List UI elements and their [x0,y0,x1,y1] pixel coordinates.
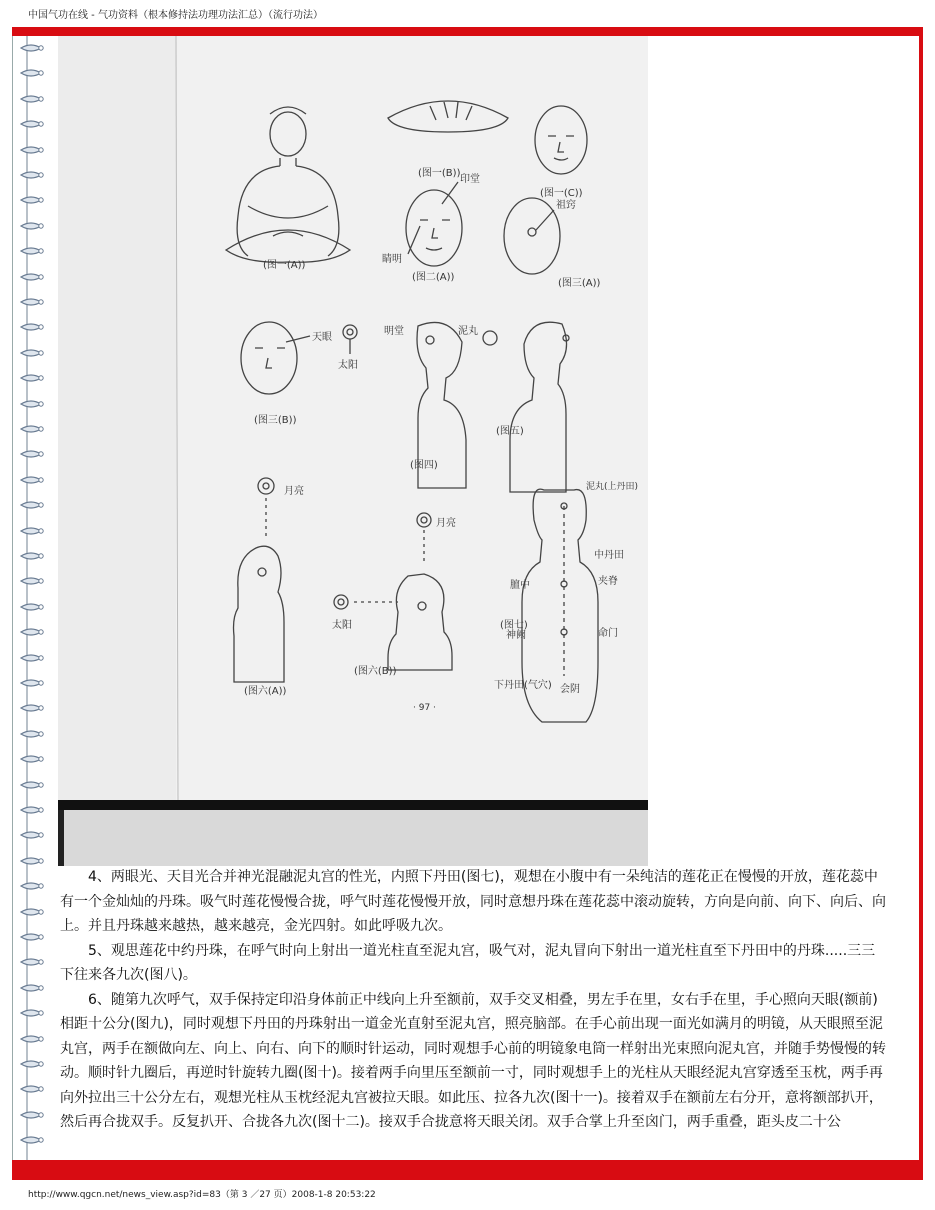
binding-ring-icon [19,372,45,384]
binding-ring-icon [19,601,45,613]
spiral-binding [12,36,59,1160]
figure-1b-hands-mudra [388,101,508,132]
binding-ring-icon [19,880,45,892]
label-jingming: 睛明 [382,254,402,265]
binding-ring-icon [19,1134,45,1146]
binding-ring-icon [19,652,45,664]
label-niwan-shangdan: 泥丸(上丹田) [586,482,639,492]
binding-ring-icon [19,220,45,232]
binding-ring-icon [19,67,45,79]
label-yueliang-1: 月亮 [284,486,304,497]
binding-ring-icon [19,42,45,54]
binding-ring-icon [19,93,45,105]
binding-ring-icon [19,321,45,333]
binding-ring-icon [19,1033,45,1045]
binding-ring-icon [19,144,45,156]
print-header-title: 中国气功在线 - 气功资料（根本修持法功理功法汇总）（流行功法） [28,10,323,21]
binding-ring-icon [19,550,45,562]
binding-ring-icon [19,423,45,435]
label-taiyang-2: 太阳 [332,620,352,631]
label-shenque: 神阙 [506,630,526,641]
label-xiadantian: 下丹田(气穴) [494,680,552,691]
binding-ring-icon [19,956,45,968]
label-danzhong: 膻中 [510,580,530,591]
binding-ring-icon [19,1109,45,1121]
label-jiaji: 夹脊 [598,576,618,587]
binding-ring-icon [19,474,45,486]
binding-ring-icon [19,525,45,537]
label-fig-6b: (图六(B)) [354,666,397,677]
label-zuqiao: 祖窍 [556,200,576,211]
binding-ring-icon [19,855,45,867]
binding-ring-icon [19,626,45,638]
label-mingtang: 明堂 [384,326,404,337]
scan-page-number: · 97 · [413,703,436,713]
binding-ring-icon [19,169,45,181]
binding-ring-icon [19,1083,45,1095]
label-fig-1c: (图一(C)) [540,188,583,199]
binding-ring-icon [19,982,45,994]
label-tianyan: 天眼 [312,332,332,343]
label-fig-4: (图四) [410,460,438,471]
label-fig-3a: (图三(A)) [558,278,601,289]
binding-ring-icon [19,194,45,206]
binding-ring-icon [19,499,45,511]
paragraph-step-5: 5、观思莲花中约丹珠，在呼气时向上射出一道光柱直至泥丸宫，吸气对，泥丸冒向下射出一道光柱直至下丹田中的丹珠.....三三下往来各九次(图八)。 [60,942,876,983]
red-border-bottom [12,1160,923,1180]
label-fig-7: (图七) [500,620,528,631]
label-fig-6a: (图六(A)) [244,686,287,697]
label-fig-2a: (图二(A)) [412,272,455,283]
label-niwan: 泥丸 [458,326,478,337]
binding-ring-icon [19,575,45,587]
article-text [60,865,886,1135]
label-fig-3b: (图三(B)) [254,415,297,426]
binding-ring-icon [19,398,45,410]
print-footer-url: http://www.qgcn.net/news_view.asp?id=83（第 3 ／27 页）2008-1-8 20:53:22 [28,1190,376,1200]
scan-bottom-edge [58,800,648,866]
red-border-top [12,27,923,36]
label-mingmen: 命门 [598,628,618,639]
binding-ring-icon [19,753,45,765]
binding-ring-icon [19,1058,45,1070]
binding-ring-icon [19,677,45,689]
binding-ring-icon [19,1007,45,1019]
label-yintang: 印堂 [460,174,480,185]
label-fig-1b: (图一(B)) [418,168,461,179]
label-zhongdantian: 中丹田 [594,550,624,561]
binding-ring-icon [19,296,45,308]
figure-1a-seated-meditation [226,107,350,262]
binding-ring-icon [19,931,45,943]
paragraph-step-6: 6、随第九次呼气，双手保持定印沿身体前正中线向上升至额前，双手交叉相叠，男左手在里，女右手在里，手心照向天眼(额前)相距十公分(图九)，同时观想下丹田的丹珠射出一道金光直射至泥丸宫，照亮脑部。在手心前出现一面光如满月的明镜，从天眼照至泥丸宫，两手在额做向左、向上、向右、向下的顺时针运动，同时观想手心前的明镜象电筒一样射出光束照向泥丸宫，并随手势慢慢的转动。顺时针九圈后，再逆时针旋转九圈(图十)。接着两手向里压至额前一寸，同时观想手上的光柱从天眼经泥丸宫穿透至玉枕，两手再向外拉出三十公分左右，观想光柱从玉枕经泥丸宫被拉天眼。如此压、拉各九次(图十一)。接着双手在额前左右分开，意将额部扒开，然后再合拢双手。反复扒开、合拢各九次(图十二)。接双手合拢意将天眼关闭。双手合掌上升至囟门，两手重叠，距头皮二十公 [60,991,886,1130]
label-yueliang-2: 月亮 [436,518,456,529]
binding-ring-icon [19,804,45,816]
binding-ring-icon [19,906,45,918]
binding-ring-icon [19,829,45,841]
binding-ring-icon [19,448,45,460]
binding-ring-icon [19,347,45,359]
binding-ring-icon [19,118,45,130]
binding-ring-icon [19,271,45,283]
binding-ring-icon [19,779,45,791]
binding-ring-icon [19,245,45,257]
label-taiyang-1: 太阳 [338,360,358,371]
figure-sheet [58,36,648,800]
binding-ring-icon [19,702,45,714]
label-fig-1a: (图一(A)) [263,260,306,271]
paragraph-step-4: 4、两眼光、天目光合并神光混融泥丸宫的性光，内照下丹田(图七)，观想在小腹中有一朵纯洁的莲花正在慢慢的开放，莲花蕊中有一个金灿灿的丹珠。吸气时莲花慢慢合拢，呼气时莲花慢慢开放，同时意想丹珠在莲花蕊中滚动旋转，方向是向前、向下、向后、向上。并且丹珠越来越热，越来越亮，金光四射。如此呼吸九次。 [60,869,886,934]
label-fig-5: (图五) [496,426,524,437]
red-border-right [919,27,923,1180]
scanned-figure-page [58,36,648,866]
label-huiyin: 会阴 [560,684,580,695]
binding-ring-icon [19,728,45,740]
